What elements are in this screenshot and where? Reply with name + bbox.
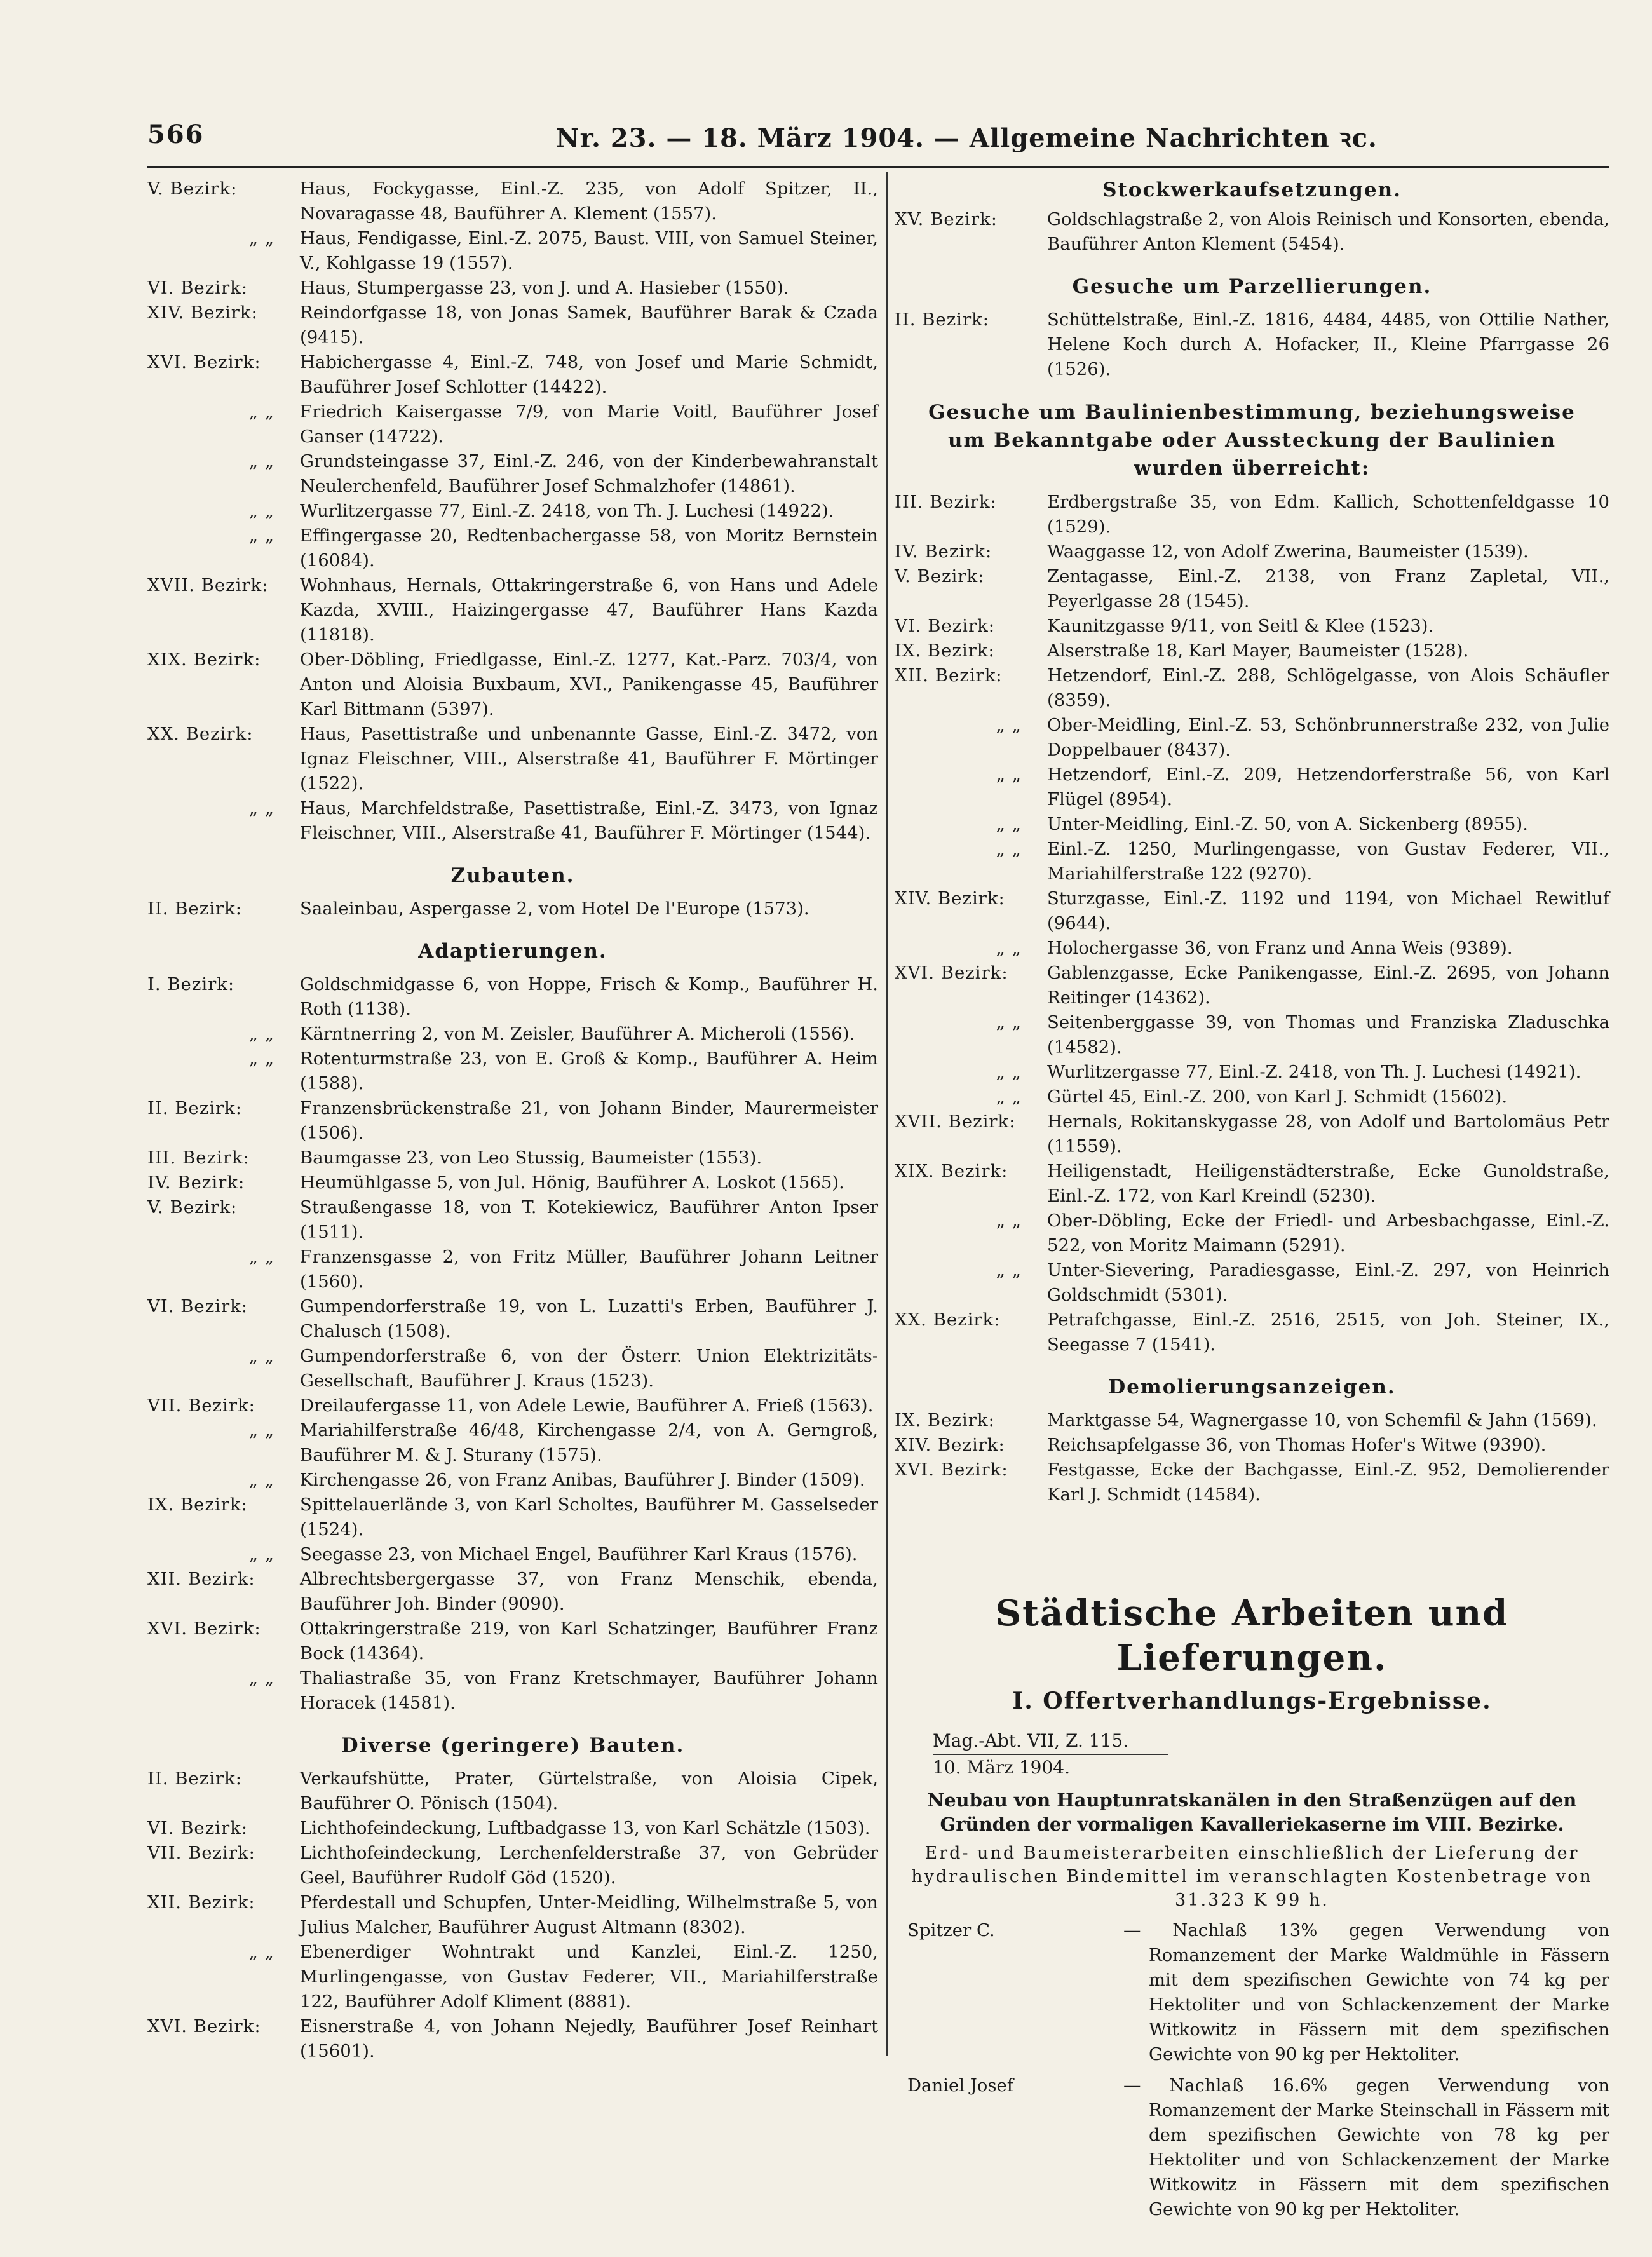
section-heading: Stockwerkaufsetzungen. [1102,179,1402,201]
entry-text: Wohnhaus, Hernals, Ottakringerstraße 6, von Hans und Adele Kazda, XVIII., Haizingergasse 47, Bauführer Hans Kazda (11818). [300,575,878,645]
section-heading: Demolierungsanzeigen. [1108,1376,1396,1399]
list-item [147,226,878,276]
district-label: XII. Bezirk: [147,1892,255,1913]
entry-text: Grundsteingasse 37, Einl.-Z. 246, von der Kinderbewahranstalt Neulerchenfeld, Bauführer Josef Schmalzhofer (14861). [300,451,878,496]
right-column-list [895,177,1609,1507]
entry-text: Hetzendorf, Einl.-Z. 209, Hetzendorferstraße 56, von Karl Flügel (8954). [1047,764,1609,810]
page-number: 566 [147,119,205,149]
district-label: IV. Bezirk: [895,541,992,562]
reference-date: 10. März 1904. [933,1757,1070,1778]
entry-text: Gumpendorferstraße 19, von L. Luzatti's Erben, Bauführer J. Chalusch (1508). [300,1296,878,1341]
entry-text: Wurlitzergasse 77, Einl.-Z. 2418, von Th. J. Luchesi (14922). [300,501,834,521]
section-heading: Adaptierungen. [418,940,607,963]
entry-text: Ottakringerstraße 219, von Karl Schatzinger, Bauführer Franz Bock (14364). [300,1618,878,1664]
list-item [147,897,878,921]
district-label: V. Bezirk: [895,566,985,586]
entry-text: Rotenturmstraße 23, von E. Groß & Komp., Bauführer A. Heim (1588). [300,1048,878,1094]
list-item [147,1890,878,1940]
entry-text: Pferdestall und Schupfen, Unter-Meidling, Wilhelmstraße 5, von Julius Malcher, Bauführer August Altmann (8302). [300,1892,878,1937]
district-label: XV. Bezirk: [895,209,998,229]
district-label: „ „ [248,1942,274,1962]
entry-text: Friedrich Kaisergasse 7/9, von Marie Voitl, Bauführer Josef Ganser (14722). [300,402,878,447]
list-item [895,1408,1609,1433]
list-item [147,1816,878,1841]
district-label: III. Bezirk: [147,1148,250,1168]
district-label: „ „ [248,228,274,248]
list-item [895,614,1609,639]
list-item [895,564,1609,614]
district-label: „ „ [996,1210,1022,1231]
list-item [895,762,1609,812]
entry-text: Kaunitzgasse 9/11, von Seitl & Klee (1523). [1047,616,1434,636]
district-label: „ „ [996,938,1022,958]
section-heading: Gesuche um Baulinienbestimmung, beziehungsweise um Bekanntgabe oder Aussteckung der Baulinien wurden überreicht: [928,401,1576,480]
list-item [147,1542,878,1567]
district-label: VI. Bezirk: [147,1296,248,1317]
list-item [147,1245,878,1294]
entry-text: Festgasse, Ecke der Bachgasse, Einl.-Z. 952, Demolierender Karl J. Schmidt (14584). [1047,1460,1609,1505]
list-item [895,663,1609,713]
district-label: V. Bezirk: [147,179,238,199]
list-item [147,1766,878,1816]
district-label: XIX. Bezirk: [895,1161,1008,1181]
left-column [147,177,878,2064]
list-item [147,1047,878,1096]
entry-text: Unter-Sievering, Paradiesgasse, Einl.-Z. 297, von Heinrich Goldschmidt (5301). [1047,1260,1609,1305]
district-label: II. Bezirk: [147,898,243,919]
entry-text: Zentagasse, Einl.-Z. 2138, von Franz Zapletal, VII., Peyerlgasse 28 (1545). [1047,566,1609,611]
entry-text: Ober-Döbling, Friedlgasse, Einl.-Z. 1277, Kat.-Parz. 703/4, von Anton und Aloisia Buxbaum, XVI., Panikengasse 45, Bauführer Karl Bittmann (5397). [300,649,878,719]
project-title: Neubau von Hauptunratskanälen in den Straßenzügen auf den Gründen der vormaligen Kavalleriekaserne im VIII. Bezirke. [927,1789,1577,1835]
list-item [147,722,878,796]
section-heading: Zubauten. [450,864,575,887]
list-item [147,1468,878,1493]
district-label: II. Bezirk: [895,309,990,330]
list-item [895,639,1609,663]
entry-text: Seegasse 23, von Michael Engel, Bauführer Karl Kraus (1576). [300,1544,858,1564]
entry-text: Reichsapfelgasse 36, von Thomas Hofer's Witwe (9390). [1047,1435,1547,1455]
list-item [895,207,1609,257]
entry-text: Erdbergstraße 35, von Edm. Kallich, Schottenfeldgasse 10 (1529). [1047,492,1609,537]
entry-text: Haus, Fendigasse, Einl.-Z. 2075, Baust. VIII, von Samuel Steiner, V., Kohlgasse 19 (1557). [300,228,878,273]
list-item [147,573,878,647]
list-item [147,1146,878,1170]
section-heading: Diverse (geringere) Bauten. [341,1734,685,1757]
entry-text: Goldschmidgasse 6, von Hoppe, Frisch & Komp., Bauführer H. Roth (1138). [300,974,878,1019]
entry-text: Alserstraße 18, Karl Mayer, Baumeister (1528). [1047,640,1469,661]
entry-text: Sturzgasse, Einl.-Z. 1192 und 1194, von Michael Rewitluf (9644). [1047,888,1609,933]
list-item [147,276,878,301]
district-label: „ „ [248,1420,274,1440]
list-item [147,2014,878,2064]
district-label: VII. Bezirk: [147,1395,255,1416]
entry-text: Heiligenstadt, Heiligenstädterstraße, Ecke Gunoldstraße, Einl.-Z. 172, von Karl Kreindl (5230). [1047,1161,1609,1206]
district-label: XIX. Bezirk: [147,649,261,670]
list-item [147,1195,878,1245]
district-label: IX. Bezirk: [895,640,995,661]
district-label: „ „ [996,764,1022,785]
district-label: „ „ [248,1346,274,1366]
list-item [147,796,878,846]
section-big-title: Städtische Arbeiten und Lieferungen. [995,1592,1509,1679]
entry-text: Hetzendorf, Einl.-Z. 288, Schlögelgasse, von Alois Schäufler (8359). [1047,665,1609,710]
right-column [895,177,1609,2222]
district-label: XVI. Bezirk: [895,963,1008,983]
entry-text: Dreilaufergasse 11, von Adele Lewie, Bauführer A. Frieß (1563). [300,1395,874,1416]
district-label: I. Bezirk: [147,974,235,994]
district-label: „ „ [248,798,274,818]
list-item [147,1344,878,1393]
district-label: „ „ [996,814,1022,834]
district-label: IX. Bezirk: [147,1494,248,1515]
entry-text: Haus, Marchfeldstraße, Pasettistraße, Einl.-Z. 3473, von Ignaz Fleischner, VIII., Alserstraße 41, Bauführer F. Mörtinger (1544). [300,798,878,843]
bid-row [895,1918,1609,2067]
list-item [895,1060,1609,1085]
district-label: II. Bezirk: [147,1098,243,1118]
district-label: „ „ [248,1470,274,1490]
district-label: XIV. Bezirk: [895,1435,1005,1455]
list-item [147,1493,878,1542]
list-item [147,1294,878,1344]
list-item [895,1458,1609,1507]
district-label: XIV. Bezirk: [147,302,258,323]
list-item [895,713,1609,762]
entry-text: Franzensbrückenstraße 21, von Johann Binder, Maurermeister (1506). [300,1098,878,1143]
district-label: XX. Bezirk: [147,724,254,744]
department-reference: Mag.-Abt. VII, Z. 115. [933,1730,1129,1751]
entry-text: Spittelauerlände 3, von Karl Scholtes, Bauführer M. Gasselseder (1524). [300,1494,878,1540]
list-item [147,1393,878,1418]
entry-text: Goldschlagstraße 2, von Alois Reinisch und Konsorten, ebenda, Bauführer Anton Klement (5454). [1047,209,1609,254]
list-item [147,449,878,499]
district-label: „ „ [248,525,274,546]
entry-text: Gablenzgasse, Ecke Panikengasse, Einl.-Z. 2695, von Johann Reitinger (14362). [1047,963,1609,1008]
district-label: XVI. Bezirk: [895,1460,1008,1480]
header-rule [147,166,1609,168]
entry-text: Albrechtsbergergasse 37, von Franz Menschik, ebenda, Bauführer Joh. Binder (9090). [300,1569,878,1614]
district-label: VI. Bezirk: [147,278,248,298]
list-item [895,1085,1609,1109]
bidder-name: Daniel Josef [907,2075,1013,2096]
list-item [895,490,1609,539]
list-item [895,1209,1609,1258]
list-item [895,1010,1609,1060]
district-label: V. Bezirk: [147,1197,238,1217]
district-label: XIV. Bezirk: [895,888,1005,909]
entry-text: Thaliastraße 35, von Franz Kretschmayer, Bauführer Johann Horacek (14581). [300,1668,878,1713]
district-label: XVI. Bezirk: [147,1618,261,1639]
entry-text: Gumpendorferstraße 6, von der Österr. Union Elektrizitäts-Gesellschaft, Bauführer J. Kraus (1523). [300,1346,878,1391]
district-label: „ „ [248,402,274,422]
list-item [895,936,1609,961]
district-label: XII. Bezirk: [147,1569,255,1589]
entry-text: Petrafchgasse, Einl.-Z. 2516, 2515, von Joh. Steiner, IX., Seegasse 7 (1541). [1047,1310,1609,1355]
district-label: XVI. Bezirk: [147,2016,261,2037]
list-item [147,972,878,1022]
bid-text: — Nachlaß 16.6% gegen Verwendung von Romanzement der Marke Steinschall in Fässern mit dem spezifischen Gewichte von 78 kg per Hektoliter und von Schlackenzement der Marke Witkowitz in Fässern mit dem spezifischen Gewichte von 90 kg per Hektoliter. [1123,2075,1609,2220]
district-label: IX. Bezirk: [895,1410,995,1430]
list-item [895,812,1609,837]
list-item [147,1170,878,1195]
list-item [895,886,1609,936]
work-description: Erd- und Baumeisterarbeiten einschließlich der Lieferung der hydraulischen Bindemittel im veranschlagten Kostenbetrage von 31.323 K 99 h. [911,1843,1593,1910]
entry-text: Kärntnerring 2, von M. Zeisler, Bauführer A. Micheroli (1556). [300,1024,855,1044]
section-heading: Gesuche um Parzellierungen. [1072,275,1432,298]
entry-text: Reindorfgasse 18, von Jonas Samek, Bauführer Barak & Czada (9415). [300,302,878,348]
entry-text: Effingergasse 20, Redtenbachergasse 58, von Moritz Bernstein (16084). [300,525,878,571]
district-label: „ „ [248,501,274,521]
district-label: „ „ [996,1062,1022,1082]
entry-text: Mariahilferstraße 46/48, Kirchengasse 2/4, von A. Gerngroß, Bauführer M. & J. Sturany (1575). [300,1420,878,1465]
bid-row [895,2073,1609,2222]
list-item [895,1109,1609,1159]
district-label: „ „ [996,715,1022,735]
district-label: „ „ [248,1048,274,1069]
list-item [147,1666,878,1716]
section-spacer [895,1507,1609,1591]
district-label: IV. Bezirk: [147,1172,245,1193]
list-item [895,837,1609,886]
entry-text: Einl.-Z. 1250, Murlingengasse, von Gustav Federer, VII., Mariahilferstraße 122 (9270). [1047,839,1609,884]
list-item [147,1940,878,2014]
entry-text: Unter-Meidling, Einl.-Z. 50, von A. Sickenberg (8955). [1047,814,1528,834]
column-divider [886,172,888,2056]
list-item [895,308,1609,382]
entry-text: Straußengasse 18, von T. Kotekiewicz, Bauführer Anton Ipser (1511). [300,1197,878,1242]
entry-text: Habichergasse 4, Einl.-Z. 748, von Josef und Marie Schmidt, Bauführer Josef Schlotter (14422). [300,352,878,397]
entry-text: Waaggasse 12, von Adolf Zwerina, Baumeister (1539). [1047,541,1529,562]
municipal-works-section [895,1591,1609,2222]
section-sub-title: I. Offertverhandlungs-Ergebnisse. [1012,1688,1492,1714]
entry-text: Schüttelstraße, Einl.-Z. 1816, 4484, 4485, von Ottilie Nather, Helene Koch durch A. Hofacker, II., Kleine Pfarrgasse 26 (1526). [1047,309,1609,379]
entry-text: Verkaufshütte, Prater, Gürtelstraße, von Aloisia Cipek, Bauführer O. Pönisch (1504). [300,1768,878,1813]
list-item [147,400,878,449]
list-item [147,499,878,524]
list-item [895,961,1609,1010]
entry-text: Gürtel 45, Einl.-Z. 200, von Karl J. Schmidt (15602). [1047,1087,1508,1107]
district-label: „ „ [248,1668,274,1688]
list-item [147,177,878,226]
district-label: II. Bezirk: [147,1768,243,1789]
entry-text: Seitenberggasse 39, von Thomas und Franziska Zladuschka (14582). [1047,1012,1609,1057]
list-item [147,1096,878,1146]
bid-text: — Nachlaß 13% gegen Verwendung von Romanzement der Marke Waldmühle in Fässern mit dem spezifischen Gewichte von 74 kg per Hektoliter und von Schlackenzement der Marke Witkowitz in Fässern mit dem spezifischen Gewichte von 90 kg per Hektoliter. [1123,1920,1609,2064]
district-label: „ „ [248,1024,274,1044]
district-label: XX. Bezirk: [895,1310,1001,1330]
district-label: XVII. Bezirk: [147,575,269,595]
entry-text: Haus, Fockygasse, Einl.-Z. 235, von Adolf Spitzer, II., Novaragasse 48, Bauführer A. Klement (1557). [300,179,878,224]
entry-text: Baumgasse 23, von Leo Stussig, Baumeister (1553). [300,1148,762,1168]
district-label: XVII. Bezirk: [895,1111,1016,1132]
district-label: VI. Bezirk: [147,1818,248,1838]
list-item [895,1308,1609,1357]
district-label: VII. Bezirk: [147,1843,255,1863]
list-item [147,1418,878,1468]
district-label: III. Bezirk: [895,492,997,512]
entry-text: Saaleinbau, Aspergasse 2, vom Hotel De l'Europe (1573). [300,898,809,919]
district-label: XVI. Bezirk: [147,352,261,372]
list-item [895,1258,1609,1308]
entry-text: Hernals, Rokitanskygasse 28, von Adolf und Bartolomäus Petr (11559). [1047,1111,1609,1156]
district-label: „ „ [996,1087,1022,1107]
district-label: VI. Bezirk: [895,616,996,636]
entry-text: Marktgasse 54, Wagnergasse 10, von Schemfil & Jahn (1569). [1047,1410,1597,1430]
running-head: Nr. 23. — 18. März 1904. — Allgemeine Nachrichten ꝛc. [556,123,1378,153]
list-item [147,1616,878,1666]
district-label: „ „ [248,451,274,471]
list-item [147,1022,878,1047]
entry-text: Franzensgasse 2, von Fritz Müller, Bauführer Johann Leitner (1560). [300,1247,878,1292]
list-item [895,1159,1609,1209]
district-label: XII. Bezirk: [895,665,1003,686]
district-label: „ „ [248,1247,274,1267]
entry-text: Heumühlgasse 5, von Jul. Hönig, Bauführer A. Loskot (1565). [300,1172,844,1193]
entry-text: Lichthofeindeckung, Lerchenfelderstraße 37, von Gebrüder Geel, Bauführer Rudolf Göd (1520). [300,1843,878,1888]
list-item [895,1433,1609,1458]
district-label: „ „ [996,1260,1022,1280]
entry-text: Kirchengasse 26, von Franz Anibas, Bauführer J. Binder (1509). [300,1470,865,1490]
list-item [147,1841,878,1890]
entry-text: Eisnerstraße 4, von Johann Nejedly, Bauführer Josef Reinhart (15601). [300,2016,878,2061]
district-label: „ „ [996,1012,1022,1033]
entry-text: Ebenerdiger Wohntrakt und Kanzlei, Einl.-Z. 1250, Murlingengasse, von Gustav Federer, VII., Mariahilferstraße 122, Bauführer Adolf Kliment (8881). [300,1942,878,2012]
district-label: „ „ [248,1544,274,1564]
entry-text: Ober-Meidling, Einl.-Z. 53, Schönbrunnerstraße 232, von Julie Doppelbauer (8437). [1047,715,1609,760]
list-item [147,301,878,350]
district-label: „ „ [996,839,1022,859]
bid-list [895,1918,1609,2222]
entry-text: Haus, Stumpergasse 23, von J. und A. Hasieber (1550). [300,278,789,298]
list-item [147,350,878,400]
entry-text: Lichthofeindeckung, Luftbadgasse 13, von Karl Schätzle (1503). [300,1818,870,1838]
entry-text: Haus, Pasettistraße und unbenannte Gasse, Einl.-Z. 3472, von Ignaz Fleischner, VIII., Alserstraße 41, Bauführer F. Mörtinger (1522). [300,724,878,794]
bidder-name: Spitzer C. [907,1920,995,1941]
list-item [147,647,878,722]
list-item [147,1567,878,1616]
list-item [147,524,878,573]
entry-text: Holochergasse 36, von Franz und Anna Weis (9389). [1047,938,1513,958]
entry-text: Wurlitzergasse 77, Einl.-Z. 2418, von Th. J. Luchesi (14921). [1047,1062,1581,1082]
entry-text: Ober-Döbling, Ecke der Friedl- und Arbesbachgasse, Einl.-Z. 522, von Moritz Maimann (5291). [1047,1210,1609,1256]
list-item [895,539,1609,564]
